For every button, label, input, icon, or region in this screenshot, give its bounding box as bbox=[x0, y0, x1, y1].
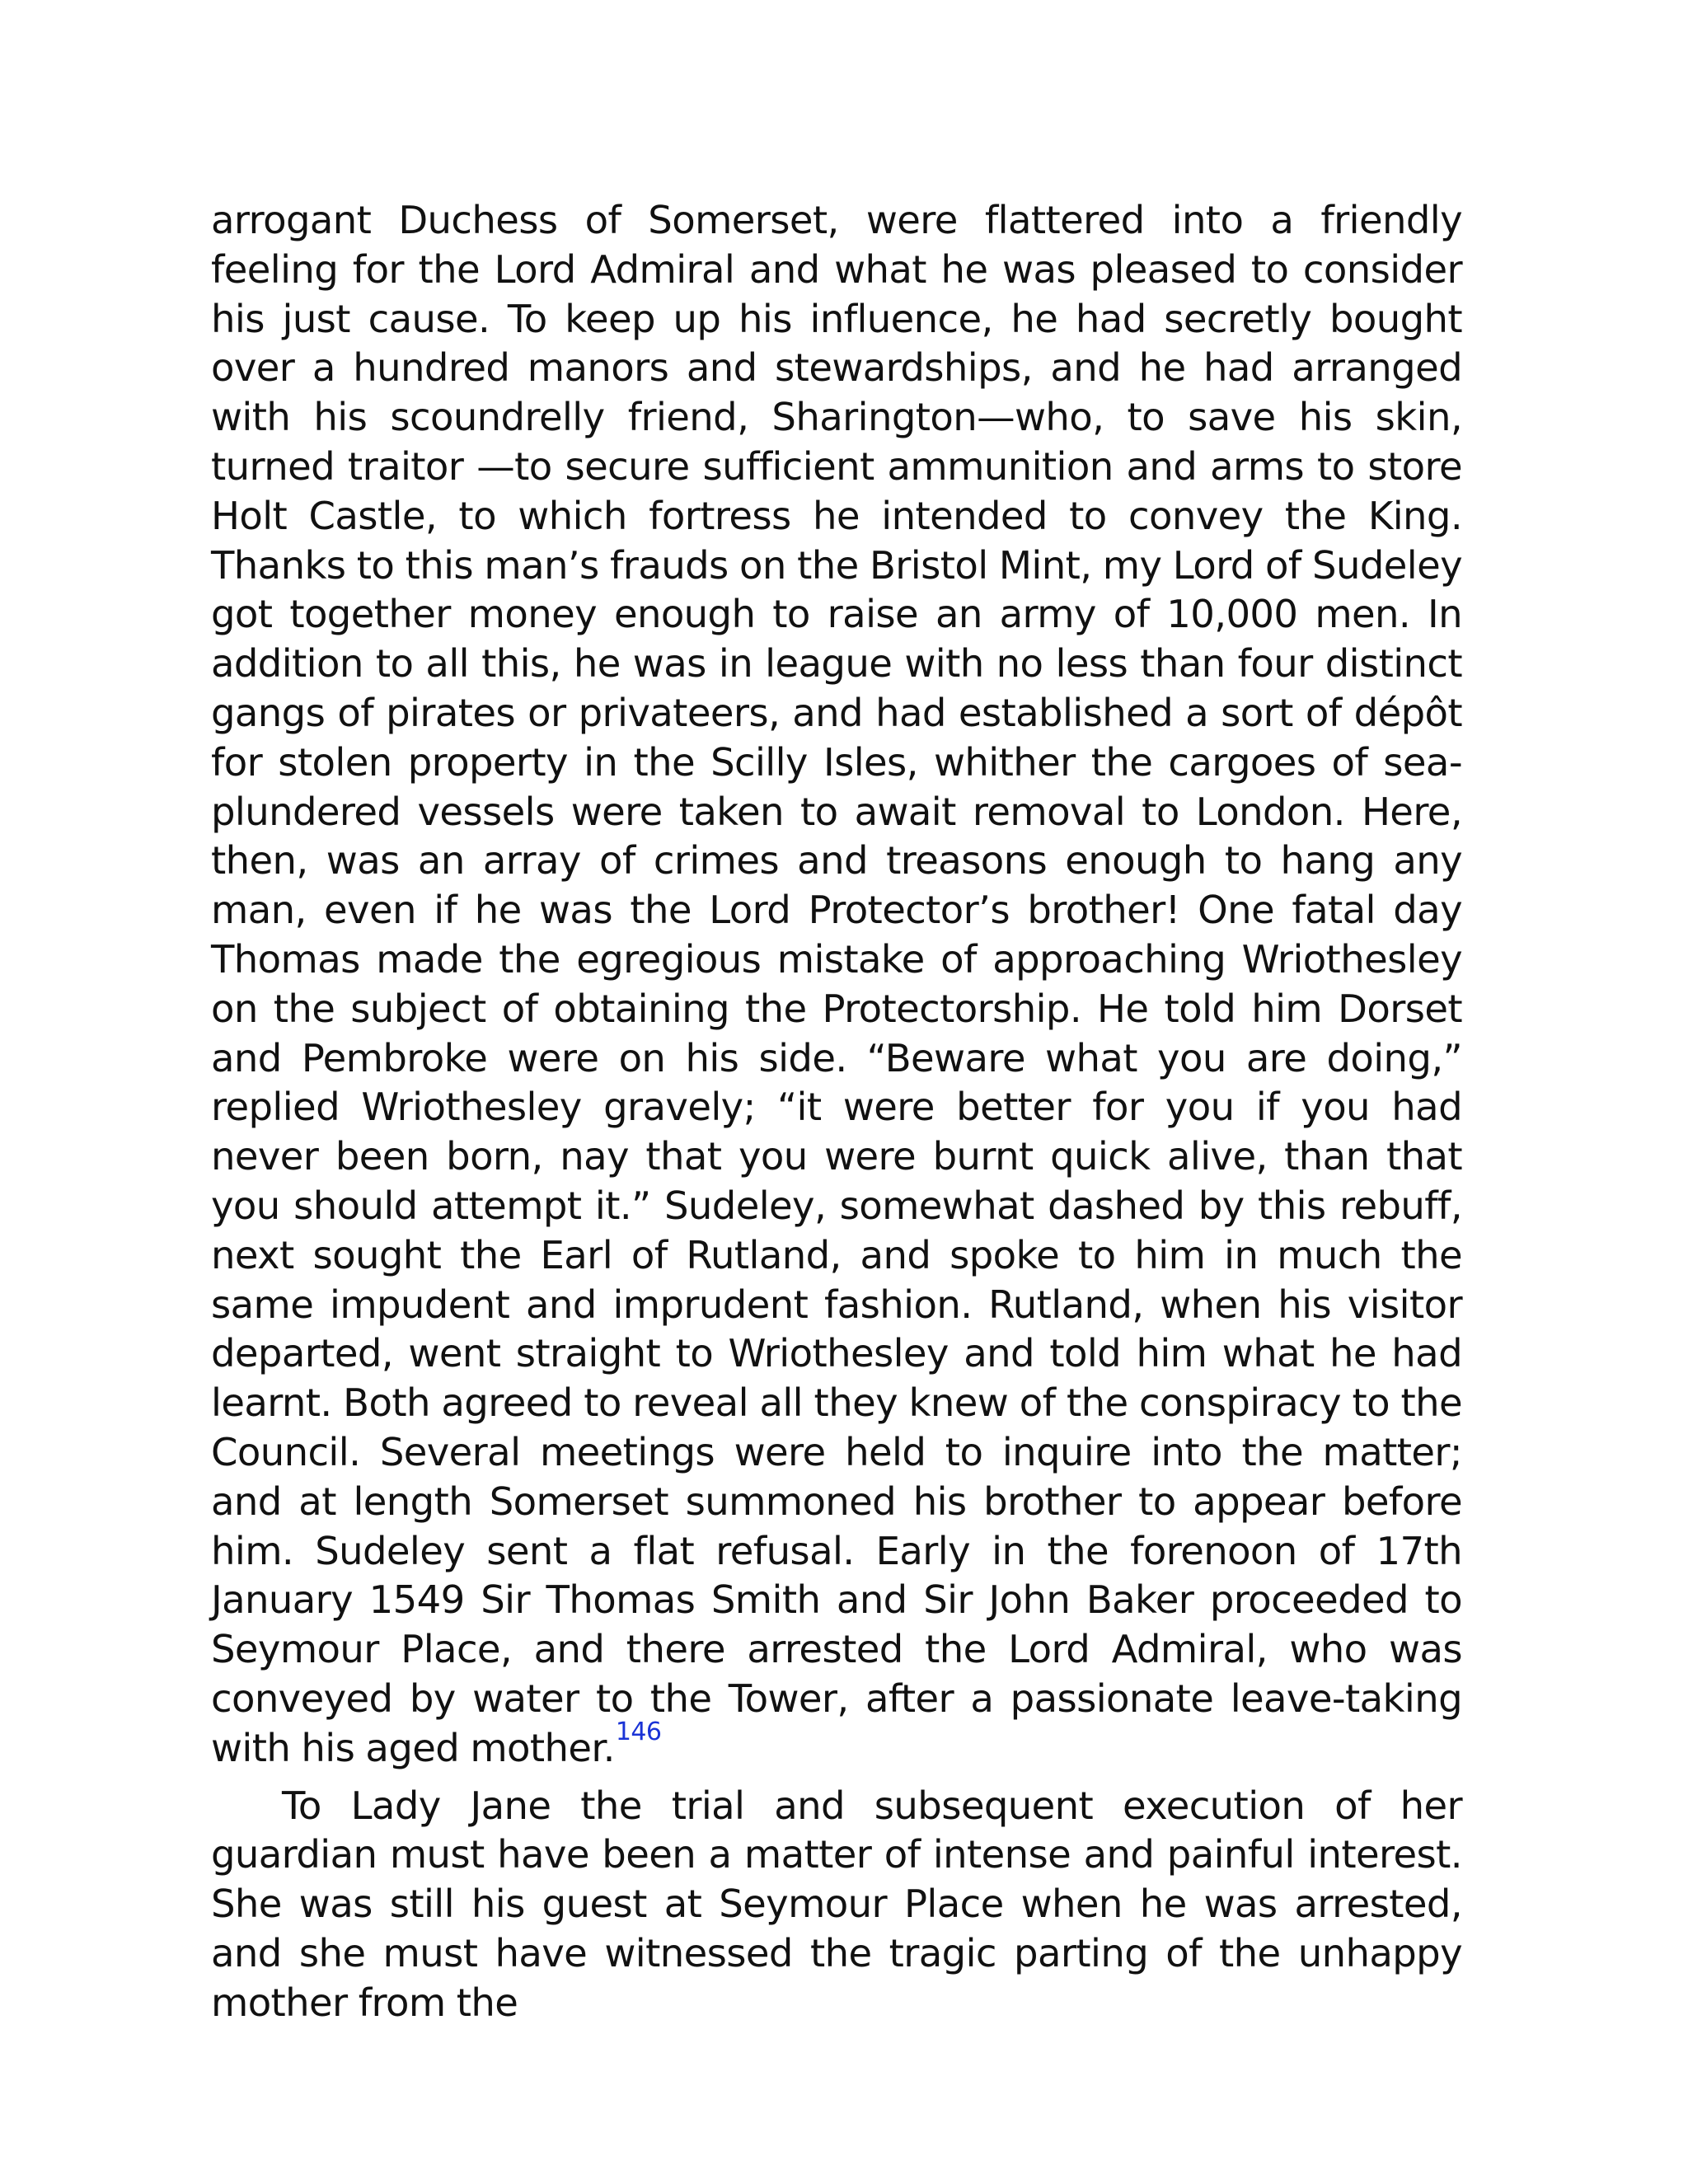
paragraph bbox=[211, 196, 1462, 1774]
footnote-link[interactable]: 146 bbox=[615, 1718, 662, 1747]
page-body bbox=[211, 196, 1462, 2027]
paragraph bbox=[211, 1782, 1462, 2028]
paragraph-text: To Lady Jane the trial and subsequent execution of her guardian must have been a matter of intense and painful interest. She was still his guest at Seymour Place when he was arrested, and she must have witnessed the tragic parting of the unhappy mother from the bbox=[211, 1783, 1462, 2025]
paragraph-text: arrogant Duchess of Somerset, were flattered into a friendly feeling for the Lord Admiral and what he was pleased to consider his just cause. To keep up his influence, he had secretly bought over a hundred manors and stewardships, and he had arranged with his scoundrelly friend, Sharington—who, to save his skin, turned traitor —to secure sufficient ammunition and arms to store Holt Castle, to which fortress he intended to convey the King. Thanks to this man’s frauds on the Bristol Mint, my Lord of Sudeley got together money enough to raise an army of 10,000 men. In addition to all this, he was in league with no less than four distinct gangs of pirates or privateers, and had established a sort of dépôt for stolen property in the Scilly Isles, whither the cargoes of sea-plundered vessels were taken to await removal to London. Here, then, was an array of crimes and treasons enough to hang any man, even if he was the Lord Protector’s brother! One fatal day Thomas made the egregious mistake of approaching Wriothesley on the subject of obtaining the Protectorship. He told him Dorset and Pembroke were on his side. “Beware what you are doing,” replied Wriothesley gravely; “it were better for you if you had never been born, nay that you were burnt quick alive, than that you should attempt it.” Sudeley, somewhat dashed by this rebuff, next sought the Earl of Rutland, and spoke to him in much the same impudent and imprudent fashion. Rutland, when his visitor departed, went straight to Wriothesley and told him what he had learnt. Both agreed to reveal all they knew of the conspiracy to the Council. Several meetings were held to inquire into the matter; and at length Somerset summoned his brother to appear before him. Sudeley sent a flat refusal. Early in the forenoon of 17th January 1549 Sir Thomas Smith and Sir John Baker proceeded to Seymour Place, and there arrested the Lord Admiral, who was conveyed by water to the Tower, after a passionate leave-taking with his aged mother. bbox=[211, 198, 1462, 1770]
